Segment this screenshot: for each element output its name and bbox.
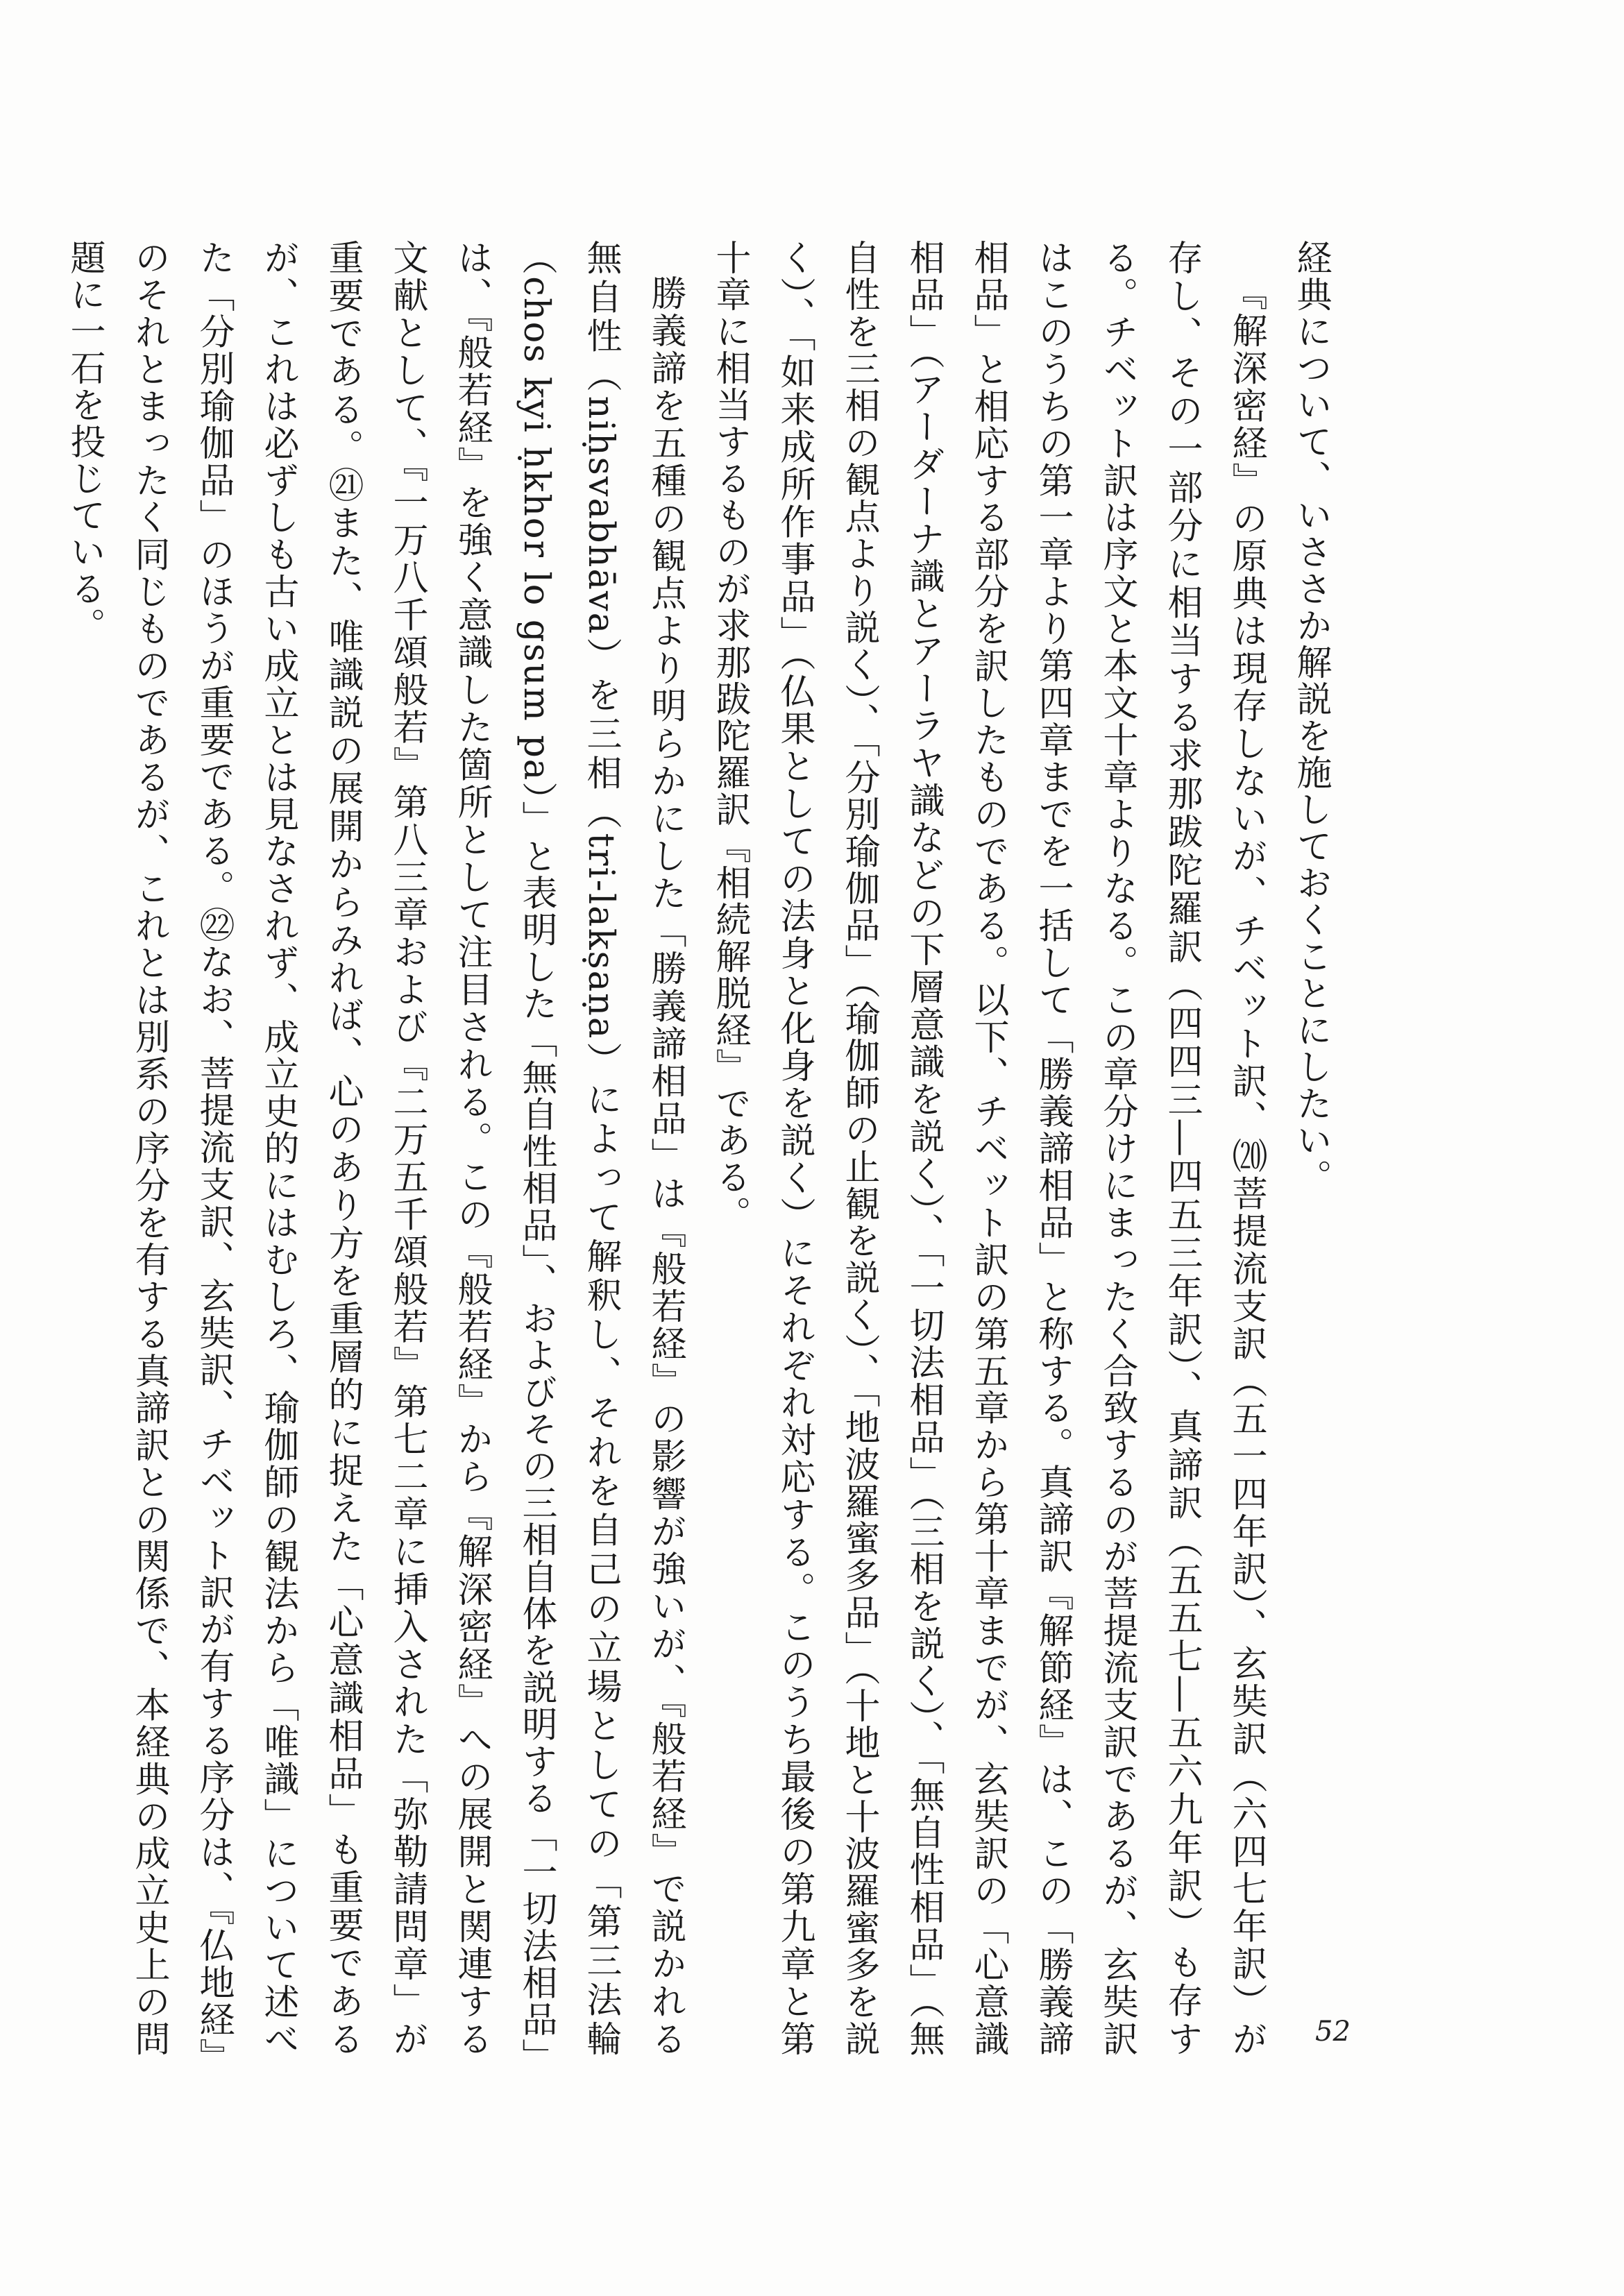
paragraph-2: 『解深密経』の原典は現存しないが、チベット訳、⒇菩提流支訳（五一四年訳）、玄奘訳（六四七年訳）が存し、その一部分に相当する求那跋陀羅訳（四四三―四五三年訳）、真諦訳（五五七―五六九年訳）も存する。チベット訳は序文と本文十章よりなる。この章分けにまったく合致するのが菩提流支訳であるが、玄奘訳はこのうちの第一章より第四章までを一括して「勝義諦相品」と称する。真諦訳『解節経』は、この「勝義諦相品」と相応する部分を訳したものである。以下、チベット訳の第五章から第十章までが、玄奘訳の「心意識相品」（アーダーナ識とアーラヤ識などの下層意識を説く）、「一切法相品」（三相を説く）、「無自性相品」（無自性を三相の観点より説く）、「分別瑜伽品」（瑜伽師の止観を説く）、「地波羅蜜多品」（十地と十波羅蜜多を説く）、「如来成所作事品」（仏果としての法身と化身を説く）にそれぞれ対応する。このうち最後の第九章と第十章に相当するものが求那跋陀羅訳『相続解脱経』である。 xyxy=(709,239,1267,2057)
vertical-text-body xyxy=(52,239,1343,2057)
page-number: 52 xyxy=(1315,2016,1351,2048)
paragraph-1: 経典について、いささか解説を施しておくことにしたい。 xyxy=(1290,239,1331,1196)
paragraph-3: 勝義諦を五種の観点より明らかにした「勝義諦相品」は『般若経』の影響が強いが、『般若経』で説かれる無自性（niḥsvabhāva）を三相（tri-lakṣaṇa）によって解釈し、それを自己の立場としての「第三法輪（chos kyi ḥkhor lo gsum pa）」と表明した「無自性相品」、およびその三相自体を説明する「一切法相品」は、『般若経』を強く意識した箇所として注目される。この『般若経』から『解深密経』への展開と関連する文献として、『一万八千頌般若』第八三章および『二万五千頌般若』第七二章に挿入された「弥勒請問章」が重要である。㉑また、唯識説の展開からみれば、心のあり方を重層的に捉えた「心意識相品」も重要であるが、これは必ずしも古い成立とは見なされず、成立史的にはむしろ、瑜伽師の観法から「唯識」について述べた「分別瑜伽品」のほうが重要である。㉒なお、菩提流支訳、玄奘訳、チベット訳が有する序分は、『仏地経』のそれとまったく同じものであるが、これとは別系の序分を有する真諦訳との関係で、本経典の成立史上の問題に一石を投じている。 xyxy=(64,239,686,2058)
